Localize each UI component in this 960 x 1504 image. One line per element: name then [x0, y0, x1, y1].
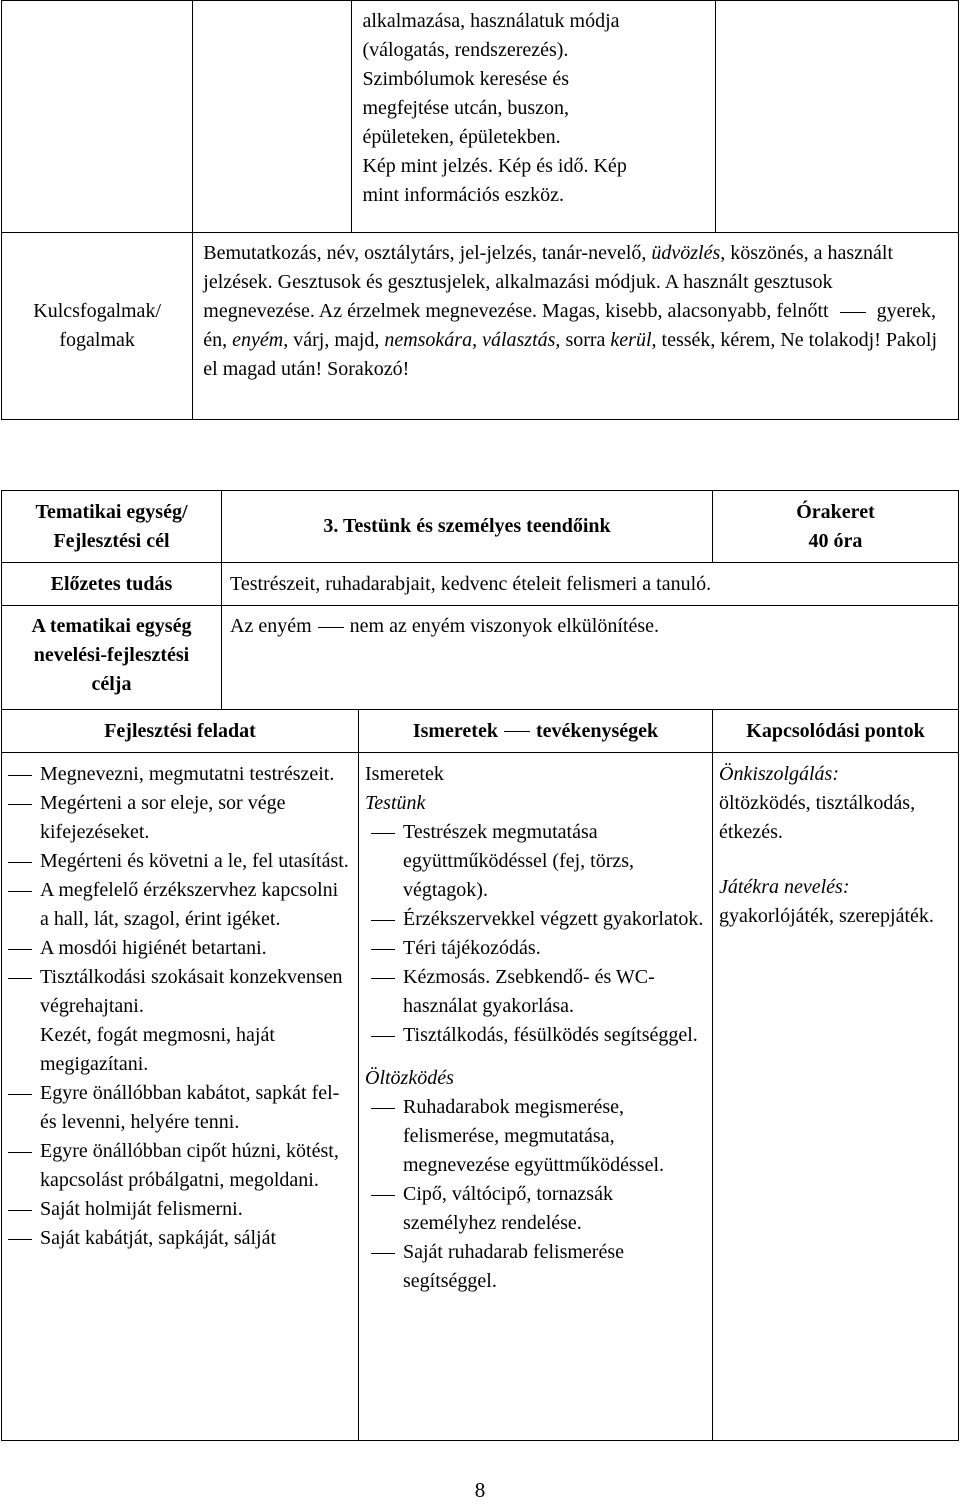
- continuation-line: épületeken, épületekben.: [362, 126, 561, 148]
- kulcsfogalmak-text: [203, 239, 948, 384]
- list-item: Egyre önállóbban cipőt húzni, kötést, kapcsolást próbálgatni, megoldani.: [2, 1137, 352, 1195]
- cel-label: nevelési-fejlesztési: [33, 644, 190, 666]
- cel-text-cell: [222, 606, 959, 710]
- orakeret-value: 40 óra: [808, 529, 863, 552]
- feladat-list: [2, 1079, 352, 1253]
- elozetes-text-cell: [222, 563, 959, 606]
- unit-title: 3. Testünk és személyes teendőink: [323, 515, 611, 537]
- list-item: Megnevezni, megmutatni testrészeit.: [2, 760, 352, 789]
- header-ismeretek-part: Ismeretek: [412, 719, 498, 742]
- list-item-plain: Kezét, fogát megmosni, haját megigazítani.: [40, 1024, 275, 1075]
- list-item: Érzékszervekkel végzett gyakorlatok.: [365, 905, 706, 934]
- kulcsfogalmak-label: Kulcsfogalmak/: [33, 300, 161, 322]
- elozetes-label-cell: [2, 563, 222, 606]
- oltozkodes-list: [365, 1093, 706, 1296]
- feladat-list: [2, 760, 352, 1021]
- list-item: Téri tájékozódás.: [365, 934, 706, 963]
- list-item: Saját kabátját, sapkáját, sálját: [2, 1224, 352, 1253]
- list-item: Megérteni és követni a le, fel utasítást.: [2, 847, 352, 876]
- kulcs-text-italic: üdvözlés: [651, 242, 721, 264]
- onkiszolgalas-label: Önkiszolgálás:: [719, 763, 839, 785]
- list-item: A megfelelő érzékszervhez kapcsolni a hall, lát, szagol, érint igéket.: [2, 876, 352, 934]
- kulcs-text-part: Bemutatkozás, név, osztálytárs, jel-jelzés, tanár-nevelő,: [203, 242, 652, 264]
- elozetes-label: Előzetes tudás: [50, 572, 173, 595]
- unit-title-cell: [222, 491, 713, 563]
- fogalmak-label: fogalmak: [59, 329, 135, 351]
- unit-table: [1, 490, 959, 1441]
- kulcsfogalmak-text-cell: [193, 233, 959, 420]
- cel-label-cell: [2, 606, 222, 710]
- dash-icon: [504, 731, 530, 732]
- onkiszolgalas-text: öltözködés, tisztálkodás, étkezés.: [719, 792, 916, 843]
- list-item: Tisztálkodás, fésülködés segítséggel.: [365, 1021, 706, 1050]
- continuation-line: megfejtése utcán, buszon,: [362, 97, 570, 119]
- cel-text-part: nem az enyém viszonyok elkülönítése.: [349, 615, 659, 637]
- list-item: Saját ruhadarab felismerése segítséggel.: [365, 1238, 706, 1296]
- continuation-cell: [193, 1, 352, 233]
- testunk-label: Testünk: [365, 792, 426, 814]
- continuation-line: Szimbólumok keresése és: [362, 68, 570, 90]
- list-item: Tisztálkodási szokásait konzekvensen végrehajtani.: [2, 963, 352, 1021]
- continuation-line: Kép mint jelzés. Kép és idő. Kép: [362, 155, 627, 177]
- list-item: Saját holmiját felismerni.: [2, 1195, 352, 1224]
- jatekra-label: Játékra nevelés:: [719, 876, 850, 898]
- header-feladat: Fejlesztési feladat: [104, 719, 256, 742]
- cel-label: célja: [91, 673, 132, 695]
- cel-label: A tematikai egység: [31, 615, 192, 637]
- orakeret-label: Órakeret: [796, 500, 875, 523]
- continuation-line: mint információs eszköz.: [362, 184, 565, 206]
- dash-icon: [318, 627, 344, 628]
- kapcsolodasi-cell: [713, 753, 959, 1441]
- fejlesztesi-cel-label: Fejlesztési cél: [53, 529, 170, 552]
- continuation-line: alkalmazása, használatuk módja: [362, 10, 620, 32]
- header-feladat-cell: [2, 710, 359, 753]
- list-item: Cipő, váltócipő, tornazsák személyhez rendelése.: [365, 1180, 706, 1238]
- orakeret-cell: [713, 491, 959, 563]
- dash-icon: [840, 312, 866, 313]
- kulcs-text-part: , várj, majd,: [283, 329, 385, 351]
- header-ismeretek-cell: [359, 710, 713, 753]
- testunk-list: [365, 818, 706, 1050]
- cel-text-part: Az enyém: [230, 615, 312, 637]
- header-ismeretek-part: tevékenységek: [535, 719, 659, 742]
- cel-text: [230, 612, 958, 641]
- header-kapcsolodasi: Kapcsolódási pontok: [746, 719, 925, 742]
- oltozkodes-label: Öltözködés: [365, 1067, 454, 1089]
- feladat-cell: [2, 753, 359, 1441]
- kulcs-text-part: , tessék, kérem, Ne tolakodj! Pakolj el magad után! Sorakozó!: [203, 329, 938, 380]
- list-item: Megérteni a sor eleje, sor vége kifejezéseket.: [2, 789, 352, 847]
- list-item: Testrészek megmutatása együttműködéssel (fej, törzs, végtagok).: [365, 818, 706, 905]
- tematikai-label-cell: [2, 491, 222, 563]
- kulcs-text-part: gyerek, én,: [203, 300, 936, 351]
- list-item: Kézmosás. Zsebkendő- és WC-használat gyakorlása.: [365, 963, 706, 1021]
- kulcsfogalmak-label-cell: [2, 233, 193, 420]
- jatekra-text: gyakorlójáték, szerepjáték.: [719, 905, 934, 927]
- top-table: [1, 0, 959, 420]
- list-item: Ruhadarabok megismerése, felismerése, megmutatása, megnevezése együttműködéssel.: [365, 1093, 706, 1180]
- kulcs-text-part: sorra: [560, 329, 611, 351]
- ismeretek-cell: [359, 753, 713, 1441]
- kulcs-text-italic: enyém: [232, 329, 284, 351]
- list-item: Egyre önállóbban kabátot, sapkát fel- és levenni, helyére tenni.: [2, 1079, 352, 1137]
- kulcs-text-part: , köszönés, a használt jelzések. Gesztusok és gesztusjelek, alkalmazási módjuk. A használt gesztusok megnevezése. Az érzelmek megnevezése. Magas, kisebb, alacsonyabb, felnőtt: [203, 242, 894, 322]
- kulcs-text-italic: kerül: [610, 329, 652, 351]
- tematikai-label: Tematikai egység/: [35, 500, 188, 523]
- top-right-empty-cell: [715, 1, 958, 233]
- continuation-text-cell: [352, 1, 715, 233]
- header-ismeretek: [359, 717, 712, 746]
- page-number: 8: [474, 1478, 486, 1502]
- list-item: A mosdói higiénét betartani.: [2, 934, 352, 963]
- continuation-line: (válogatás, rendszerezés).: [362, 39, 569, 61]
- kulcs-text-italic: nemsokára, választás,: [384, 329, 561, 351]
- header-kapcsolodasi-cell: [713, 710, 959, 753]
- elozetes-text: Testrészeit, ruhadarabjait, kedvenc ételeit felismeri a tanuló.: [230, 572, 712, 595]
- ismeretek-heading: Ismeretek: [365, 763, 444, 785]
- top-left-empty-cell: [2, 1, 193, 233]
